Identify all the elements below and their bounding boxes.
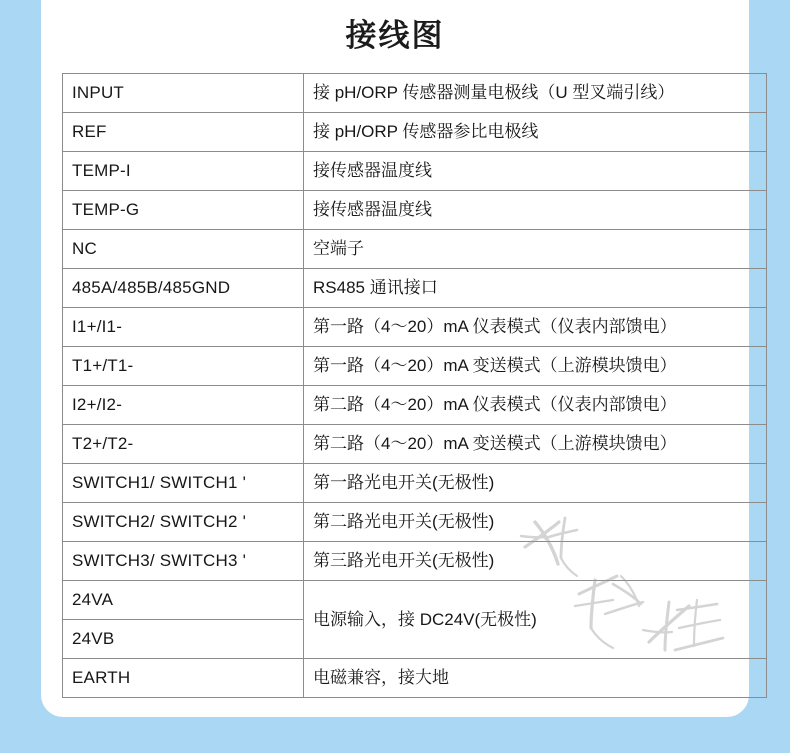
description-cell: 接传感器温度线 (304, 152, 767, 191)
description-cell: 第一路（4～20）mA 变送模式（上游模块馈电） (304, 347, 767, 386)
terminal-cell: T2+/T2- (63, 425, 304, 464)
table-row (63, 464, 767, 503)
terminal-cell: NC (63, 230, 304, 269)
terminal-cell: TEMP-I (63, 152, 304, 191)
description-cell: RS485 通讯接口 (304, 269, 767, 308)
description-cell: 接传感器温度线 (304, 191, 767, 230)
table-row (63, 152, 767, 191)
wiring-table (62, 73, 767, 698)
terminal-cell: REF (63, 113, 304, 152)
table-row (63, 113, 767, 152)
wiring-table-container (62, 73, 728, 698)
table-row (63, 542, 767, 581)
table-row (63, 386, 767, 425)
description-cell: 电源输入，接 DC24V(无极性) (304, 581, 767, 659)
terminal-cell: I1+/I1- (63, 308, 304, 347)
terminal-cell: INPUT (63, 74, 304, 113)
terminal-cell: 24VA (63, 581, 304, 620)
description-cell: 接 pH/ORP 传感器参比电极线 (304, 113, 767, 152)
table-row (63, 347, 767, 386)
terminal-cell: SWITCH3/ SWITCH3 ' (63, 542, 304, 581)
description-cell: 第一路光电开关(无极性) (304, 464, 767, 503)
terminal-cell: TEMP-G (63, 191, 304, 230)
page-title: 接线图 (345, 18, 445, 53)
table-row (63, 230, 767, 269)
table-row (63, 308, 767, 347)
table-row (63, 74, 767, 113)
description-cell: 第三路光电开关(无极性) (304, 542, 767, 581)
description-cell: 第一路（4～20）mA 仪表模式（仪表内部馈电） (304, 308, 767, 347)
content-card (41, 0, 749, 717)
table-row (63, 191, 767, 230)
description-cell: 第二路（4～20）mA 变送模式（上游模块馈电） (304, 425, 767, 464)
description-cell: 第二路（4～20）mA 仪表模式（仪表内部馈电） (304, 386, 767, 425)
terminal-cell: SWITCH2/ SWITCH2 ' (63, 503, 304, 542)
terminal-cell: SWITCH1/ SWITCH1 ' (63, 464, 304, 503)
table-row (63, 269, 767, 308)
terminal-cell: EARTH (63, 659, 304, 698)
table-row (63, 503, 767, 542)
description-cell: 空端子 (304, 230, 767, 269)
terminal-cell: I2+/I2- (63, 386, 304, 425)
table-row (63, 659, 767, 698)
terminal-cell: 485A/485B/485GND (63, 269, 304, 308)
description-cell: 电磁兼容，接大地 (304, 659, 767, 698)
table-row (63, 581, 767, 620)
table-row (63, 425, 767, 464)
terminal-cell: 24VB (63, 620, 304, 659)
description-cell: 第二路光电开关(无极性) (304, 503, 767, 542)
terminal-cell: T1+/T1- (63, 347, 304, 386)
description-cell: 接 pH/ORP 传感器测量电极线（U 型叉端引线） (304, 74, 767, 113)
